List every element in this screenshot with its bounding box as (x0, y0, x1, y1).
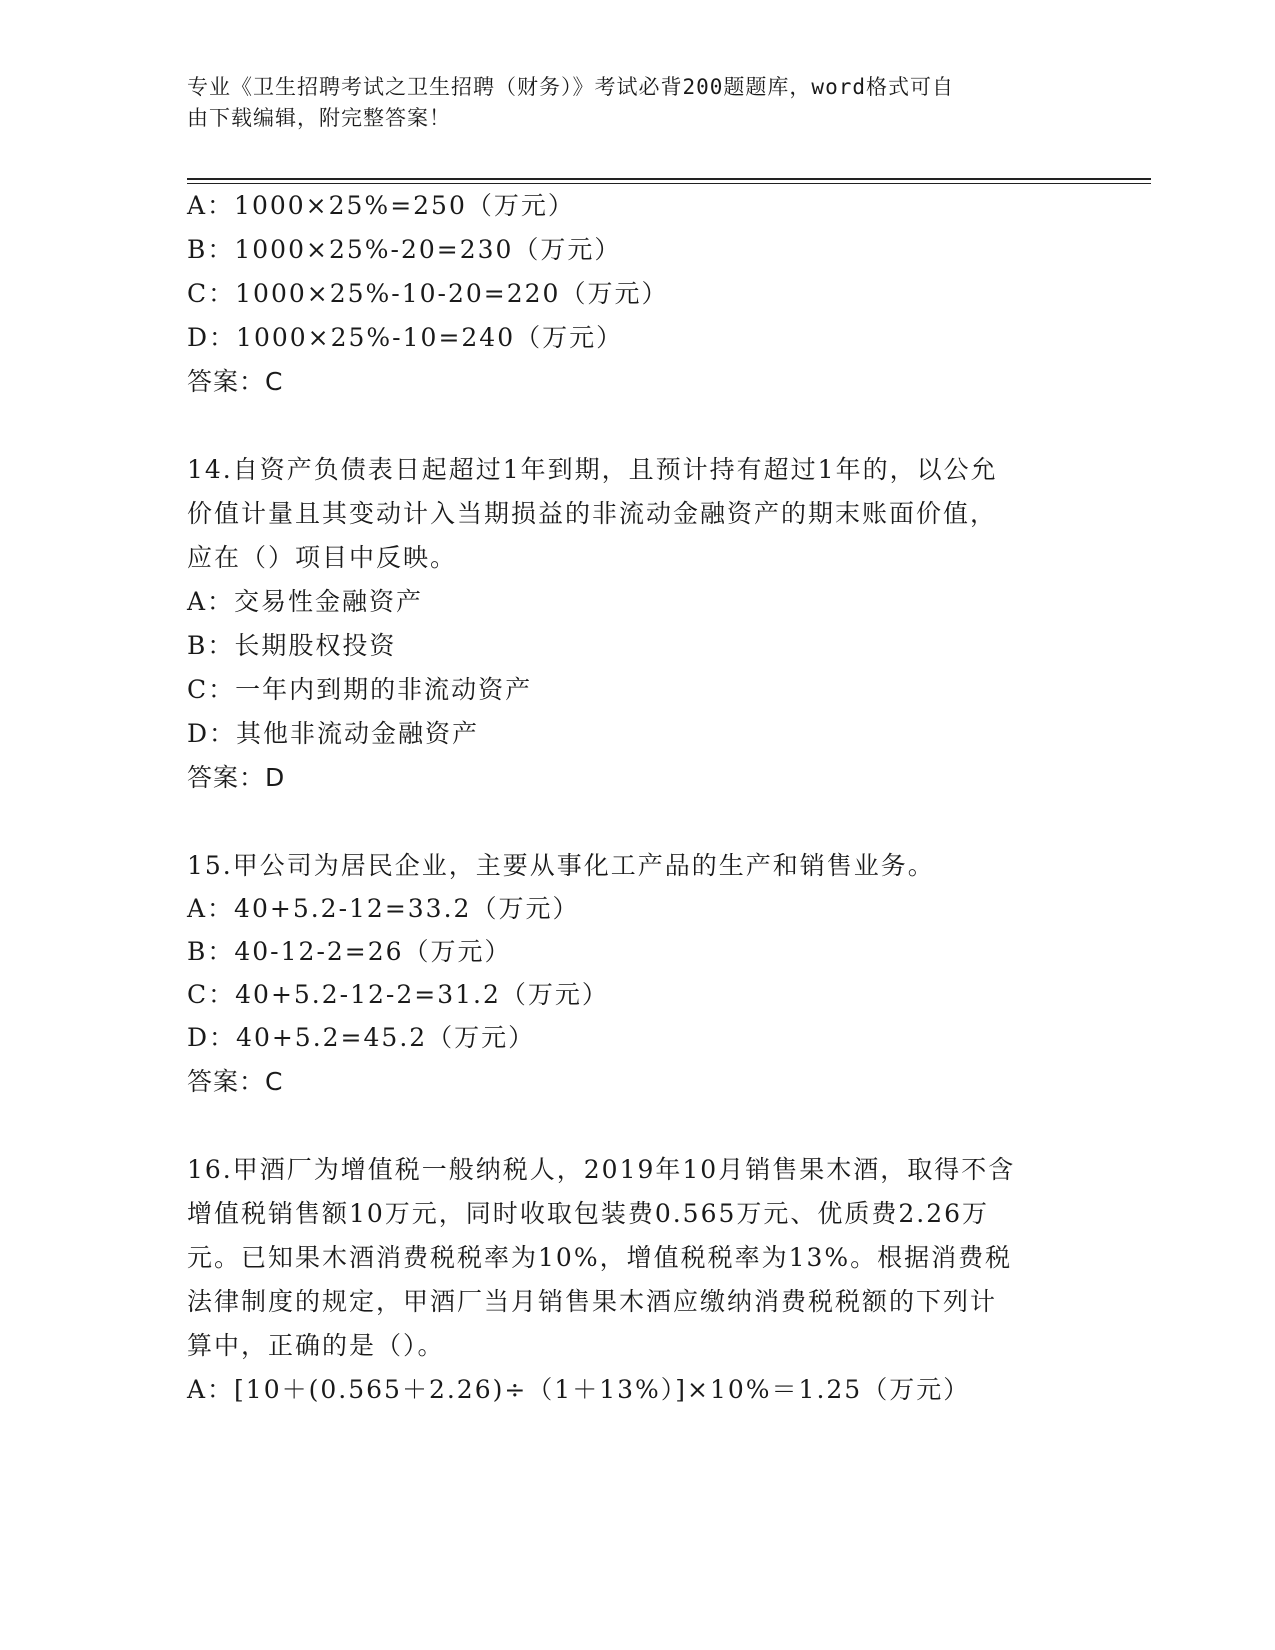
q14-stem-line-2: 价值计量且其变动计入当期损益的非流动金融资产的期末账面价值， (187, 499, 998, 528)
q14-answer: 答案：D (187, 763, 286, 792)
q14-option-b: B：长期股权投资 (187, 631, 397, 660)
q15-option-c: C：40+5.2-12-2=31.2（万元） (187, 980, 609, 1009)
q14-option-d: D：其他非流动金融资产 (187, 719, 480, 748)
q16-stem-line-2: 增值税销售额10万元，同时收取包装费0.565万元、优质费2.26万 (187, 1199, 990, 1228)
q16-option-a: A：[10＋(0.565＋2.26)÷（1＋13%）]×10%＝1.25（万元） (187, 1375, 971, 1404)
q15-option-a: A：40+5.2-12=33.2（万元） (187, 894, 580, 923)
q13-answer: 答案：C (187, 367, 284, 396)
q14-stem-line-3: 应在（）项目中反映。 (187, 543, 458, 572)
q16-stem-line-1: 16.甲酒厂为增值税一般纳税人，2019年10月销售果木酒，取得不含 (187, 1155, 1016, 1184)
header-line-1: 专业《卫生招聘考试之卫生招聘（财务）》考试必背200题题库，word格式可自 (187, 75, 954, 99)
q14-stem-line-1: 14.自资产负债表日起超过1年到期，且预计持有超过1年的，以公允 (187, 455, 998, 484)
q13-option-d: D：1000×25%-10=240（万元） (187, 323, 624, 352)
document-header (187, 72, 1087, 134)
q16-stem-line-4: 法律制度的规定，甲酒厂当月销售果木酒应缴纳消费税税额的下列计 (187, 1287, 998, 1316)
q13-option-b: B：1000×25%-20=230（万元） (187, 235, 622, 264)
q15-option-d: D：40+5.2=45.2（万元） (187, 1023, 536, 1052)
q16-stem-line-5: 算中，正确的是（）。 (187, 1331, 445, 1360)
q13-option-c: C：1000×25%-10-20=220（万元） (187, 279, 669, 308)
q14-option-a: A：交易性金融资产 (187, 587, 424, 616)
q15-option-b: B：40-12-2=26（万元） (187, 937, 512, 966)
q16-stem-line-3: 元。已知果木酒消费税税率为10%，增值税税率为13%。根据消费税 (187, 1243, 1013, 1272)
q14-option-c: C：一年内到期的非流动资产 (187, 675, 533, 704)
header-line-2: 由下载编辑，附完整答案！ (187, 106, 451, 130)
q15-stem-line-1: 15.甲公司为居民企业，主要从事化工产品的生产和销售业务。 (187, 851, 935, 880)
header-rule-thin (187, 183, 1151, 184)
header-rule-thick (187, 178, 1151, 180)
q15-answer: 答案：C (187, 1067, 284, 1096)
q13-option-a: A：1000×25%=250（万元） (187, 191, 575, 220)
